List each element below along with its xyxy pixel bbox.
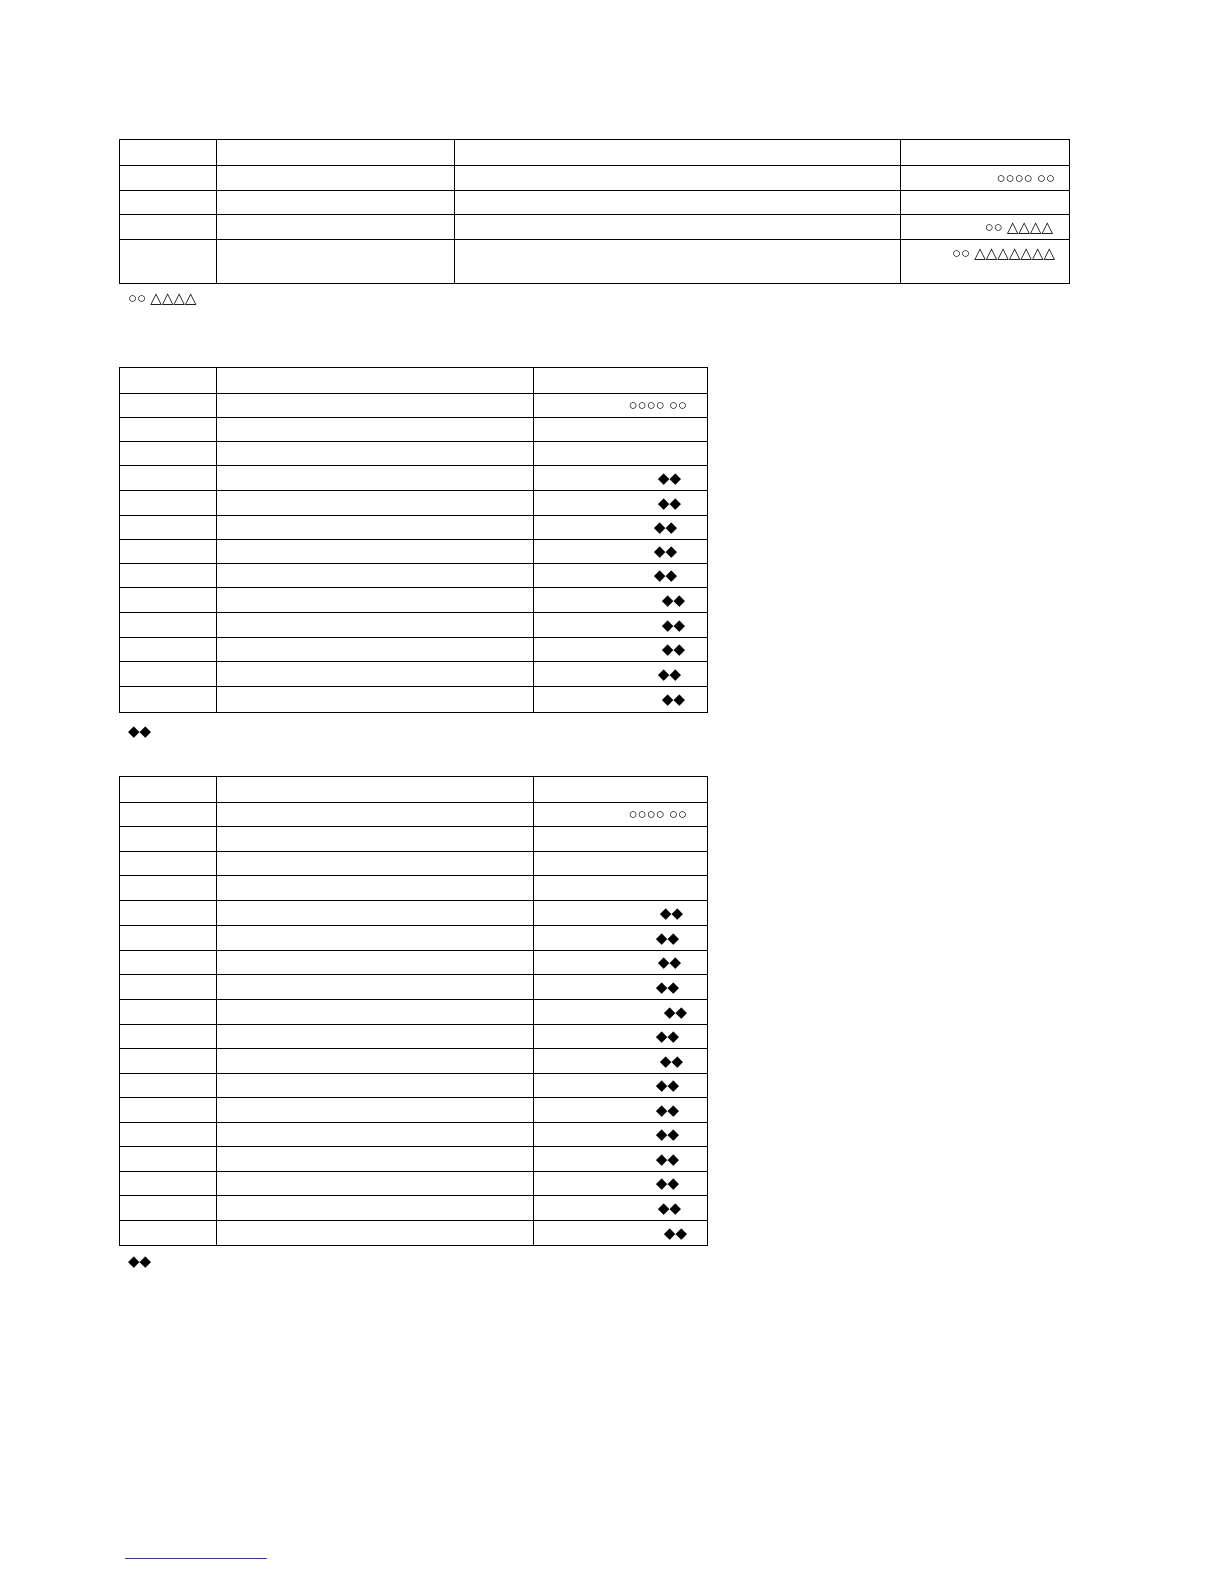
- symbol-text: ◆◆: [661, 616, 685, 634]
- symbol-cell: [534, 852, 708, 876]
- empty-cell: [120, 466, 217, 491]
- empty-cell: [217, 1025, 534, 1049]
- table-row: [120, 662, 708, 687]
- empty-cell: [217, 215, 455, 240]
- empty-cell: [120, 1049, 217, 1074]
- empty-cell: [217, 803, 534, 827]
- table-2: [119, 367, 708, 713]
- symbol-cell: [534, 827, 708, 852]
- symbol-text: ◆◆: [659, 1052, 683, 1070]
- table-row: [120, 926, 708, 951]
- empty-cell: [120, 418, 217, 442]
- empty-cell: [217, 852, 534, 876]
- empty-cell: [217, 140, 455, 166]
- table-row: [120, 191, 1070, 215]
- symbol-text: ◆◆: [655, 929, 679, 947]
- table-row: [120, 1074, 708, 1098]
- symbol-cell: [534, 901, 708, 926]
- table-row: [120, 1147, 708, 1172]
- empty-cell: [217, 613, 534, 638]
- symbol-cell: [534, 613, 708, 638]
- symbol-cell: [534, 1074, 708, 1098]
- symbol-cell: [534, 1025, 708, 1049]
- table-row: [120, 1098, 708, 1123]
- symbol-text: ◆◆: [657, 494, 681, 512]
- table-row: [120, 1172, 708, 1196]
- empty-cell: [120, 564, 217, 588]
- symbol-text: ◆◆: [657, 469, 681, 487]
- table-row: [120, 1221, 708, 1246]
- empty-cell: [217, 1221, 534, 1246]
- table-1-footnote: ○○ △△△△: [128, 290, 197, 307]
- symbol-text: ◆◆: [653, 519, 677, 536]
- empty-cell: [217, 876, 534, 901]
- empty-cell: [120, 687, 217, 713]
- table-row: [120, 588, 708, 613]
- symbol-cell: [901, 215, 1070, 240]
- empty-cell: [455, 215, 901, 240]
- symbol-text: ◆◆: [655, 1028, 679, 1045]
- table-row: [120, 803, 708, 827]
- empty-cell: [217, 1049, 534, 1074]
- empty-cell: [217, 491, 534, 516]
- empty-cell: [217, 442, 534, 466]
- symbol-cell: [534, 803, 708, 827]
- empty-cell: [120, 777, 217, 803]
- table-row: [120, 827, 708, 852]
- table-row: [120, 1123, 708, 1147]
- empty-cell: [217, 191, 455, 215]
- empty-cell: [120, 588, 217, 613]
- empty-cell: [120, 1098, 217, 1123]
- table-row: [120, 1025, 708, 1049]
- table-row: [120, 876, 708, 901]
- empty-cell: [217, 166, 455, 191]
- table-row: [120, 516, 708, 540]
- empty-cell: [120, 638, 217, 662]
- empty-cell: [217, 777, 534, 803]
- symbol-cell: [534, 1000, 708, 1025]
- table-row: [120, 613, 708, 638]
- table-row: [120, 1049, 708, 1074]
- symbol-text: ◆◆: [655, 1150, 679, 1168]
- symbol-cell: [534, 442, 708, 466]
- table-row: [120, 240, 1070, 284]
- symbol-text: ◆◆: [657, 954, 681, 971]
- symbol-cell: [534, 926, 708, 951]
- table-row: [120, 394, 708, 418]
- symbol-cell: [534, 951, 708, 975]
- empty-cell: [120, 975, 217, 1000]
- empty-cell: [217, 1196, 534, 1221]
- symbol-text: ◆◆: [661, 691, 685, 708]
- table-1: [119, 139, 1070, 284]
- empty-cell: [120, 191, 217, 215]
- empty-cell: [120, 951, 217, 975]
- symbol-cell: [534, 1196, 708, 1221]
- empty-cell: [120, 1074, 217, 1098]
- symbol-cell: [901, 191, 1070, 215]
- table-row: [120, 491, 708, 516]
- symbol-text: ◆◆: [657, 665, 681, 683]
- empty-cell: [120, 394, 217, 418]
- symbol-cell: [901, 166, 1070, 191]
- empty-cell: [217, 926, 534, 951]
- symbol-text: ◆◆: [655, 1175, 679, 1192]
- symbol-cell: [901, 140, 1070, 166]
- empty-cell: [120, 827, 217, 852]
- table-3: [119, 776, 708, 1246]
- empty-cell: [217, 466, 534, 491]
- symbol-cell: [534, 876, 708, 901]
- empty-cell: [120, 1000, 217, 1025]
- symbol-text: ◆◆: [655, 1077, 679, 1094]
- empty-cell: [217, 1172, 534, 1196]
- symbol-cell: [534, 491, 708, 516]
- symbol-text: ◆◆: [663, 1224, 687, 1242]
- symbol-text: ◆◆: [653, 543, 677, 560]
- empty-cell: [217, 951, 534, 975]
- symbol-text: ◆◆: [653, 567, 677, 584]
- empty-cell: [120, 662, 217, 687]
- empty-cell: [120, 215, 217, 240]
- symbol-cell: [534, 540, 708, 564]
- symbol-cell: [534, 662, 708, 687]
- table-row: [120, 687, 708, 713]
- table-row: [120, 368, 708, 394]
- empty-cell: [120, 1147, 217, 1172]
- table-row: [120, 166, 1070, 191]
- symbol-cell: [534, 1147, 708, 1172]
- table-row: [120, 418, 708, 442]
- table-row: [120, 466, 708, 491]
- symbol-cell: [534, 588, 708, 613]
- symbol-text: ○○ △△△△△△△: [951, 245, 1055, 262]
- table-3-footnote: ◆◆: [128, 1253, 152, 1270]
- symbol-cell: [534, 638, 708, 662]
- symbol-text: ◆◆: [663, 1003, 687, 1021]
- empty-cell: [120, 876, 217, 901]
- empty-cell: [217, 1000, 534, 1025]
- table-row: [120, 140, 1070, 166]
- symbol-text: ○○ △△△△: [984, 218, 1053, 236]
- table-row: [120, 777, 708, 803]
- empty-cell: [217, 418, 534, 442]
- footer-rule: [125, 1558, 267, 1559]
- symbol-cell: [534, 1172, 708, 1196]
- empty-cell: [217, 975, 534, 1000]
- symbol-cell: [534, 368, 708, 394]
- empty-cell: [217, 588, 534, 613]
- symbol-text: ○○○○ ○○: [996, 169, 1055, 187]
- symbol-text: ○○○○ ○○: [628, 397, 687, 414]
- table-row: [120, 951, 708, 975]
- empty-cell: [120, 442, 217, 466]
- table-row: [120, 442, 708, 466]
- table-row: [120, 638, 708, 662]
- empty-cell: [120, 140, 217, 166]
- symbol-text: ◆◆: [655, 1126, 679, 1143]
- empty-cell: [217, 827, 534, 852]
- empty-cell: [217, 687, 534, 713]
- table-2-footnote: ◆◆: [128, 723, 152, 740]
- empty-cell: [120, 803, 217, 827]
- empty-cell: [120, 1025, 217, 1049]
- empty-cell: [120, 1221, 217, 1246]
- empty-cell: [217, 368, 534, 394]
- symbol-text: ◆◆: [655, 1101, 679, 1119]
- empty-cell: [217, 1123, 534, 1147]
- empty-cell: [217, 638, 534, 662]
- symbol-cell: [534, 564, 708, 588]
- empty-cell: [120, 1172, 217, 1196]
- symbol-cell: [534, 418, 708, 442]
- empty-cell: [455, 191, 901, 215]
- symbol-cell: [534, 777, 708, 803]
- symbol-text: ◆◆: [657, 1199, 681, 1217]
- empty-cell: [217, 901, 534, 926]
- symbol-cell: [534, 687, 708, 713]
- empty-cell: [455, 240, 901, 284]
- symbol-text: ○○○○ ○○: [628, 806, 687, 823]
- symbol-cell: [534, 466, 708, 491]
- empty-cell: [120, 901, 217, 926]
- table-row: [120, 852, 708, 876]
- empty-cell: [455, 140, 901, 166]
- empty-cell: [217, 1147, 534, 1172]
- empty-cell: [217, 394, 534, 418]
- empty-cell: [120, 240, 217, 284]
- symbol-cell: [901, 240, 1070, 284]
- empty-cell: [217, 1098, 534, 1123]
- symbol-cell: [534, 1221, 708, 1246]
- empty-cell: [120, 1123, 217, 1147]
- symbol-cell: [534, 975, 708, 1000]
- empty-cell: [217, 662, 534, 687]
- table-row: [120, 1196, 708, 1221]
- symbol-cell: [534, 516, 708, 540]
- empty-cell: [217, 540, 534, 564]
- table-row: [120, 564, 708, 588]
- empty-cell: [120, 926, 217, 951]
- symbol-cell: [534, 1123, 708, 1147]
- symbol-text: ◆◆: [661, 591, 685, 609]
- symbol-text: ◆◆: [661, 641, 685, 658]
- empty-cell: [120, 491, 217, 516]
- empty-cell: [455, 166, 901, 191]
- empty-cell: [120, 540, 217, 564]
- symbol-text: ◆◆: [659, 904, 683, 922]
- empty-cell: [120, 516, 217, 540]
- symbol-cell: [534, 394, 708, 418]
- table-row: [120, 1000, 708, 1025]
- empty-cell: [217, 1074, 534, 1098]
- table-row: [120, 540, 708, 564]
- empty-cell: [120, 1196, 217, 1221]
- empty-cell: [120, 166, 217, 191]
- symbol-text: ◆◆: [655, 978, 679, 996]
- empty-cell: [120, 368, 217, 394]
- symbol-cell: [534, 1049, 708, 1074]
- empty-cell: [120, 852, 217, 876]
- empty-cell: [217, 240, 455, 284]
- empty-cell: [217, 516, 534, 540]
- table-row: [120, 975, 708, 1000]
- table-row: [120, 901, 708, 926]
- empty-cell: [217, 564, 534, 588]
- symbol-cell: [534, 1098, 708, 1123]
- table-row: [120, 215, 1070, 240]
- empty-cell: [120, 613, 217, 638]
